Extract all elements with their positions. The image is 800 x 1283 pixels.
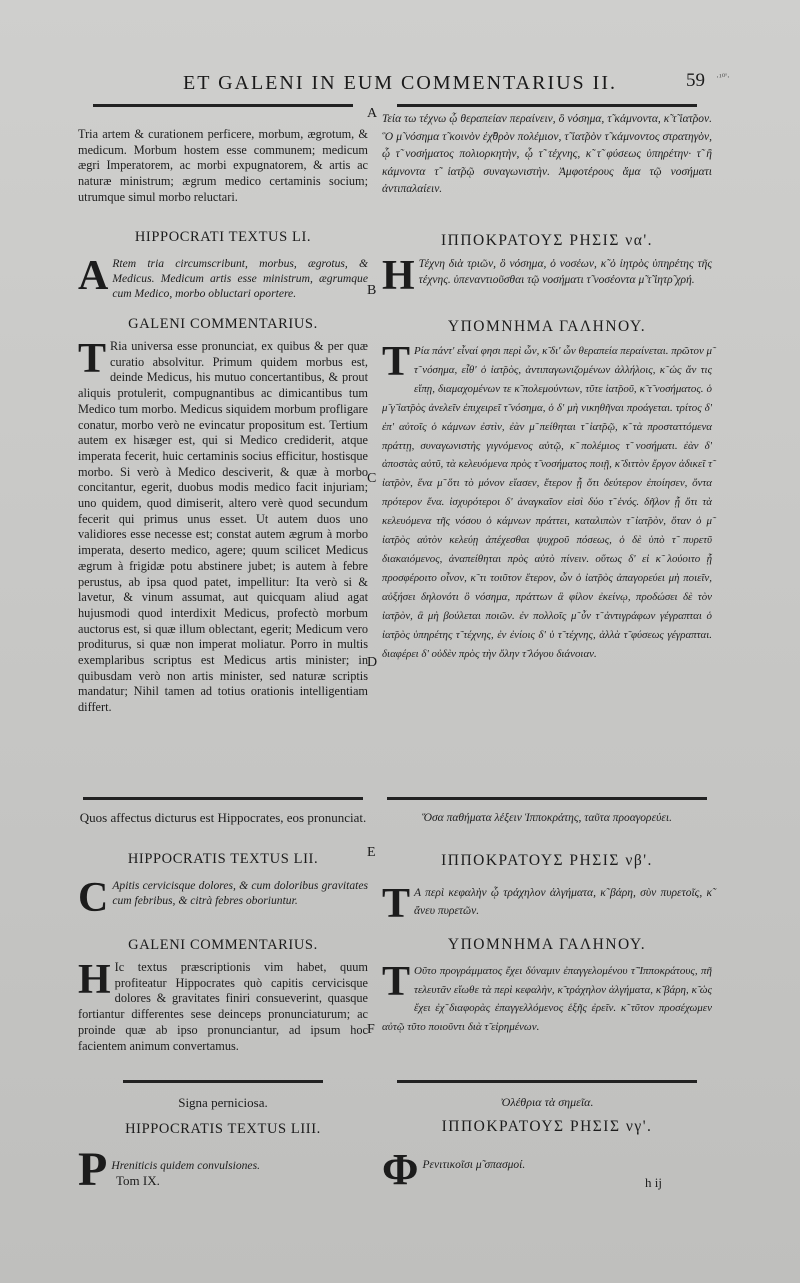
greek-signa (382, 1080, 712, 1194)
greek-comm51-heading: ΥΠΟΜΝΗΜΑ ΓΑΛΗΝΟΥ. (447, 318, 647, 335)
running-title: ET GALENI IN EUM COMMENTARIUS II. (183, 72, 617, 94)
drop-cap: Τ (382, 339, 411, 385)
divider (83, 797, 363, 800)
greek-text51 (382, 232, 712, 299)
margin-letter-f: F (367, 1022, 375, 1037)
greek-text52-block (382, 881, 712, 927)
latin-comm51-block (78, 336, 368, 716)
greek-comm51-block (382, 339, 712, 663)
drop-cap: Τ (382, 881, 411, 927)
greek-text53-body: Ρενιτικοῖσι μ̃ σπασμοί. (422, 1159, 526, 1171)
greek-text51-body: Τέχνη διὰ τριῶν, ὃ νόσημα, ὁ νοσέων, κ̃ ὁ ἰητρὸς ὑπηρέτης τῆς τέχνης. ὑπεναντιοῦσθαι τῷ νοσήματι τ̃ νοσέοντα μ̃ τ̃ ἰητρ̃ χρή. (418, 258, 712, 286)
greek-text51-block (382, 253, 712, 299)
signature-mark: h ij (645, 1175, 662, 1191)
drop-cap: T (78, 336, 107, 382)
latin-text52-block (78, 875, 368, 921)
greek-text52 (382, 852, 712, 927)
latin-text53-body: Hreniticis quidem convulsiones. (111, 1159, 260, 1172)
latin-text52 (78, 851, 368, 921)
greek-text53-heading: ΙΠΠΟΚΡΑΤΟΥΣ ΡΗΣΙΣ νγ'. (441, 1118, 653, 1135)
latin-text53-block (78, 1143, 368, 1196)
greek-text52-heading: ΙΠΠΟΚΡΑΤΟΥΣ ΡΗΣΙΣ νβ'. (441, 852, 653, 869)
drop-cap: Φ (382, 1145, 419, 1194)
greek-column (382, 104, 712, 199)
latin-text51-body: Rtem tria circumscribunt, morbus, ægrotus, & Medicus. Medicum artis esse ministrum, ægrumque cum Medico, morbo obluctari oportere. (112, 257, 368, 300)
greek-text51-heading: ΙΠΠΟΚΡΑΤΟΥΣ ΡΗΣΙΣ να'. (440, 232, 654, 249)
latin-text51 (78, 229, 368, 301)
drop-cap: H (78, 957, 111, 1003)
greek-comm51-body: Ρία πάντ' εἶναί φησι περὶ ὧν, κ̃ δι' ὧν θεραπεία περαίνεται. πρῶτον μ̃ τ̃ νόσημα, εἶθ' ὁ ἰατ̃ρὸς, ἀντιπαγωνιζομένων ἀλλήλοις, κ̃ ὡς ἄν τις εἴπῃ, διαμαχομένων τε κ̃ πολεμούντων, τῦτε ἰατ̃ροῦ, κ̃ τ̃ νοσήματος. ὁ μ̃ γ̃ ἰατ̃ρὸς ἀνελεῖν ἐπιχειρεῖ τ̃ νόσημα, ὁ δ' μὴ νικηθῆναι προάγεται. τρίτος δ' ἐπ' αὐτοῖς ὁ κάμνων ἐστὶν, ἐὰν μ̃ πείθηται τ̃ ἰατ̃ρῷ, κ̃ τὰ προσταττόμενα πράττῃ, συναγωνιστὴς γιγνόμενος αὐτῷ, κ̃ πολέμιος τ̃ νοσήματι. ἐὰν δ' ἀποστὰς αὐτῦ, τὰ κελευόμενα πρὸς τ̃ νοσήματος ποιῇ, κ̃ διττὸν ἔργον ἀδικεῖ τ̃ ἰατ̃ρὸν, ἕνα μ̃ ὅτι τὸ μόνον εἴασεν, ἕτερον ᾗ ὅτι δεύτερον ἐποίησεν, ὄντα πρότερον ἕνα. ἰσχυρότεροι δ' ἀναγκαῖον εἰσὶ δύο τ̃ ἑνός. δῆλον ᾗ ὅτι τὰ κελευόμενα τῆς νόσου ὁ κάμνων πράττει, καταλιπὼν τ̃ ἰατ̃ρὸν, ὅταν ὁ μ̃ ἰατ̃ρὸς αὐτὸν κελεύῃ ἀπέχεσθαι ψυχροῦ πόσεως, ὁ δὲ ὑπὸ τ̃ πυρετῦ διακαιόμενος, ἀναπείθηται πρὸς αὐτὸ πίνειν. οὕτως δ' εἰ κ̃ λούοιτο ᾗ προσφέροιτο οἶνον, κ̃ τι τοιῦτον ἕτερον, ὧν ὁ ἰατ̃ρὸς ἀπαγορεύει μὴ ποιεῖν, αὐξήσει δηλονότι ὃ νόσημα, πράττων ἃ φίλον ἐκείνῳ, προδώσει δὲ τὸν ἰατ̃ρὸν, ἃ μὴ βούλεται ποιῶν. ἐν πολλοῖς μ̃ ὖν τ̃ ἀντιγράφων γέγραπται ὁ ἰατ̃ρὸς ὑπηρέτης τ̃ τέχνης, ἐν ἐνίοις δ' ὑ τ̃ τέχνης, ἀλλὰ τ̃ φύσεως γέγραπται. διαφέρει δ' οὐδὲν πρὸς τὴν ὅλην τ̃ λόγου διάνοιαν. (382, 345, 712, 660)
latin-comm52-block (78, 957, 368, 1054)
divider (397, 1080, 697, 1083)
drop-cap: A (78, 253, 109, 299)
margin-letter-b: B (367, 283, 377, 298)
greek-text53-block (382, 1145, 712, 1194)
latin-signa (78, 1080, 368, 1196)
page-number: 59 (686, 70, 705, 91)
latin-summary: Tria artem & curationem perficere, morbum, ægrotum, & medicum. Morbum hostem esse communem; medicum ægri Imperatorem, ac morbi expugnatorem, & artis ac naturæ ministrum; ægrum medico certaminis socium; utrumque simul morbo reluctari. (78, 127, 368, 204)
greek-comm52-body: Οῦτο προγράμματος ἔχει δύναμιν ἐπαγγελομένου τ̃ Ἱπποκράτους, πῆ τελευτᾶν εἴωθε τὰ περὶ κεφαλὴν, κ̃ τράχηλον ἀλγήματα, κ̃ βάρη, κ̃ ὡς ἔχει ἐχ̃ διαφορὰς ἐπαγγελλόμενος ἑξῆς ἐρεῖν. κ̃ τῦτον προσέχωμεν αὐτῷ τῦτο ποιοῦντι διὰ τ̃ εἰρημένων. (382, 965, 712, 1033)
greek-comm51 (382, 318, 712, 663)
latin-column (78, 104, 368, 223)
margin-letter-e: E (367, 845, 376, 860)
divider (387, 797, 707, 800)
latin-text52-heading: HIPPOCRATIS TEXTUS LII. (127, 851, 319, 867)
greek-comm52-heading: ΥΠΟΜΝΗΜΑ ΓΑΛΗΝΟΥ. (447, 936, 647, 953)
page-mark: ·¹⁰'· (716, 72, 730, 82)
margin-letter-d: D (367, 655, 378, 670)
drop-cap: P (78, 1143, 108, 1196)
latin-comm52-body: Ic textus præscriptionis vim habet, quum profiteatur Hippocrates quò capitis cervicisque dolores & gravitates finiri consueverint, quasque fortiantur differentes sese deinceps pronunciaturum; ac proinde quæ ab ipso pronunciantur, ad ipsum hoc facientem animum convertamus. (78, 960, 368, 1053)
latin-comm52 (78, 937, 368, 1054)
latin-text52-body: Apitis cervicisque dolores, & cum doloribus gravitates cum febribus, & citrà febres oboriuntur. (112, 879, 368, 907)
drop-cap: Η (382, 253, 415, 299)
margin-letter-a: A (367, 106, 378, 121)
signature-mark: Tom IX. (116, 1173, 160, 1188)
latin-comm51-body: Ria universa esse pronunciat, ex quibus & per quæ curatio absolvitur. Primum quidem morbus est, deinde Medicus, his mutuo concertantibus, & prout aliquis protulerit, compugnantibus ac dimicantibus tum Medico tum morbo. Medicus siquidem morbum profligare conatur, morbo verò ne evincatur propositum est. Tertium autem ex hisæger est, qui si Medico crediderit, atque imperata fecerit, huic certaminis socius efficitur, hostisque morbo. Si verò à Medico desciverit, & quæ à morbo concitantur, egerit, duobus modis medico facit injuriam; uno quidem, quod dimiserit, altero verè quod secundum fecerit qui primus unus esset. Ut autem duos uno validiores esse necesse est; constat autem ægrum à morbo imperata, deserto medico, agere; quum scilicet Medicus ægrum à frigidæ potu abstinere jubet; is autem à febre perustus, ab ipsa quod patet, impellitur: Ita verò si & lavetur, & vinum assumat, aut quicquam aliud agat hujusmodi quod interdixit Medicus, profectò morbum auctorus est, si quæ illum oblectant, egerit; Medicum vero proditurus, si quæ non imperat moliatur. Porro in multis exemplaribus scriptus est Medicus artis minister; in quibusdam verò non artis minister, sed naturæ scriptis mandatur; Nihil tamen ad totius orationis intelligentiam differt. (78, 339, 368, 715)
greek-affectus (382, 797, 712, 827)
greek-signa-title: Ὀλέθρια τὰ σημεῖα. (500, 1095, 594, 1109)
latin-affectus-intro: Quos affectus dicturus est Hippocrates, eos pronunciat. (79, 810, 367, 825)
latin-signa-title: Signa perniciosa. (178, 1095, 268, 1110)
drop-cap: C (78, 875, 109, 921)
margin-letter-c: C (367, 471, 377, 486)
latin-comm52-heading: GALENI COMMENTARIUS. (128, 937, 318, 953)
greek-comm52-block (382, 959, 712, 1036)
latin-comm51 (78, 316, 368, 716)
greek-summary: Τεία τω τέχνω ᾧ θεραπείαν περαίνειν, ὃ νόσημα, τ̃ κάμνοντα, κ̃ τ̃ ἰατ̃ρον. Ὃ μ̃ νόσημα τ̃ κοινὸν ἐχ̃θρὸν πολέμιον, τ̃ ἰατ̃ρὸν τ̃ κάμνοντος στρατηγὸν, ᾧ τ̃ νοσήματος πολιορκητὴν, ᾧ τ̃ τέχνης, κ̃ τ̃ φύσεως ὑπηρέτην· τ̃ ἢ κάμνοντα τ̃ ἰατ̃ρῷ συναγωνιστὴν. Ἀμφοτέρους ἅμα τῷ νοσήματι ἀντιπαλαίειν. (382, 113, 712, 195)
latin-text53-heading: HIPPOCRATIS TEXTUS LIII. (125, 1121, 321, 1137)
latin-comm51-heading: GALENI COMMENTARIUS. (128, 316, 318, 332)
latin-text51-heading: HIPPOCRATI TEXTUS LI. (134, 229, 312, 245)
greek-text52-body: Α περὶ κεφαλὴν ᾧ τράχηλον ἀλγήματα, κ̃ βάρη, σὺν πυρετοῖς, κ̃ ἄνευ πυρετῶν. (414, 887, 712, 917)
greek-comm52 (382, 936, 712, 1036)
drop-cap: Τ (382, 959, 411, 1005)
divider (397, 104, 697, 107)
latin-affectus (78, 797, 368, 826)
divider (93, 104, 353, 107)
divider (123, 1080, 323, 1083)
greek-affectus-intro: Ὅσα παθήματα λέξειν Ἱπποκράτης, ταῦτα προαγορεύει. (422, 812, 672, 824)
latin-text51-block (78, 253, 368, 301)
